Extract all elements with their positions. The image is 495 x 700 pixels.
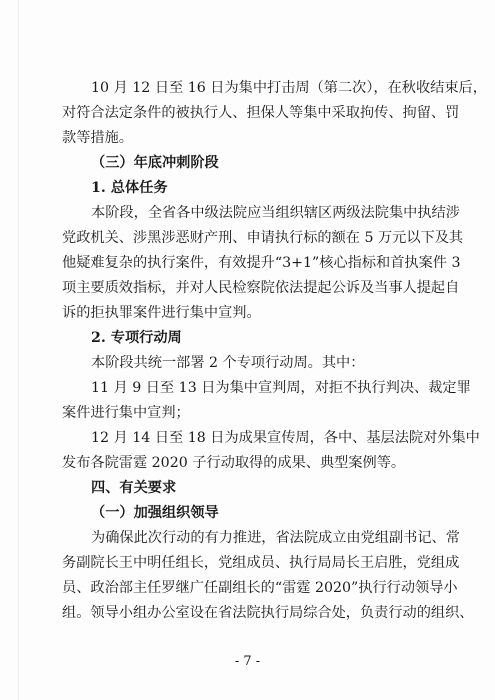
text-line: 11 月 9 日至 13 日为集中宣判周，对拒不执行判决、裁定罪	[91, 380, 471, 396]
text-line: 对符合法定条件的被执行人、担保人等集中采取拘传、拘留、罚	[62, 105, 460, 121]
section-heading: 四、有关要求	[91, 480, 177, 496]
text-line: 10 月 12 日至 16 日为集中打击周（第二次），在秋收结束后，	[91, 80, 487, 96]
text-line: 项主要质效指标，并对人民检察院依法提起公诉及当事人提起自	[62, 280, 460, 296]
text-line: 组。领导小组办公室设在省法院执行局综合处，负责行动的组织、	[62, 605, 474, 621]
scan-edge	[18, 0, 19, 700]
text-line: 发布各院雷霆 2020 子行动取得的成果、典型案例等。	[62, 455, 406, 471]
subsection-heading: （三）年底冲刺阶段	[91, 155, 219, 171]
text-line: 务副院长王中明任组长，党组成员、执行局局长王启胜，党组成	[62, 555, 460, 571]
text-line: 员、政治部主任罗继广任副组长的“雷霆 2020”执行行动领导小	[62, 580, 458, 596]
text-line: 他疑难复杂的执行案件，有效提升“3+1”核心指标和首执案件 3	[62, 255, 461, 271]
text-line: 本阶段共统一部署 2 个专项行动周。其中：	[91, 355, 365, 371]
text-line: 本阶段，全省各中级法院应当组织辖区两级法院集中执结涉	[91, 205, 460, 221]
subsection-heading: （一）加强组织领导	[91, 505, 219, 521]
document-body	[62, 76, 487, 626]
text-line: 款等措施。	[62, 130, 133, 146]
text-line: 为确保此次行动的有力推进，省法院成立由党组副书记、常	[91, 530, 460, 546]
page-number: - 7 -	[234, 654, 261, 669]
text-line: 党政机关、涉黑涉恶财产刑、申请执行标的额在 5 万元以下及其	[62, 230, 464, 246]
text-line: 案件进行集中宣判；	[62, 405, 190, 421]
subsection-heading: 2. 专项行动周	[91, 330, 182, 346]
text-line: 12 月 14 日至 18 日为成果宣传周，各中、基层法院对外集中	[91, 430, 480, 446]
subsection-heading: 1. 总体任务	[91, 180, 168, 196]
text-line: 诉的拒执罪案件进行集中宣判。	[62, 305, 261, 321]
